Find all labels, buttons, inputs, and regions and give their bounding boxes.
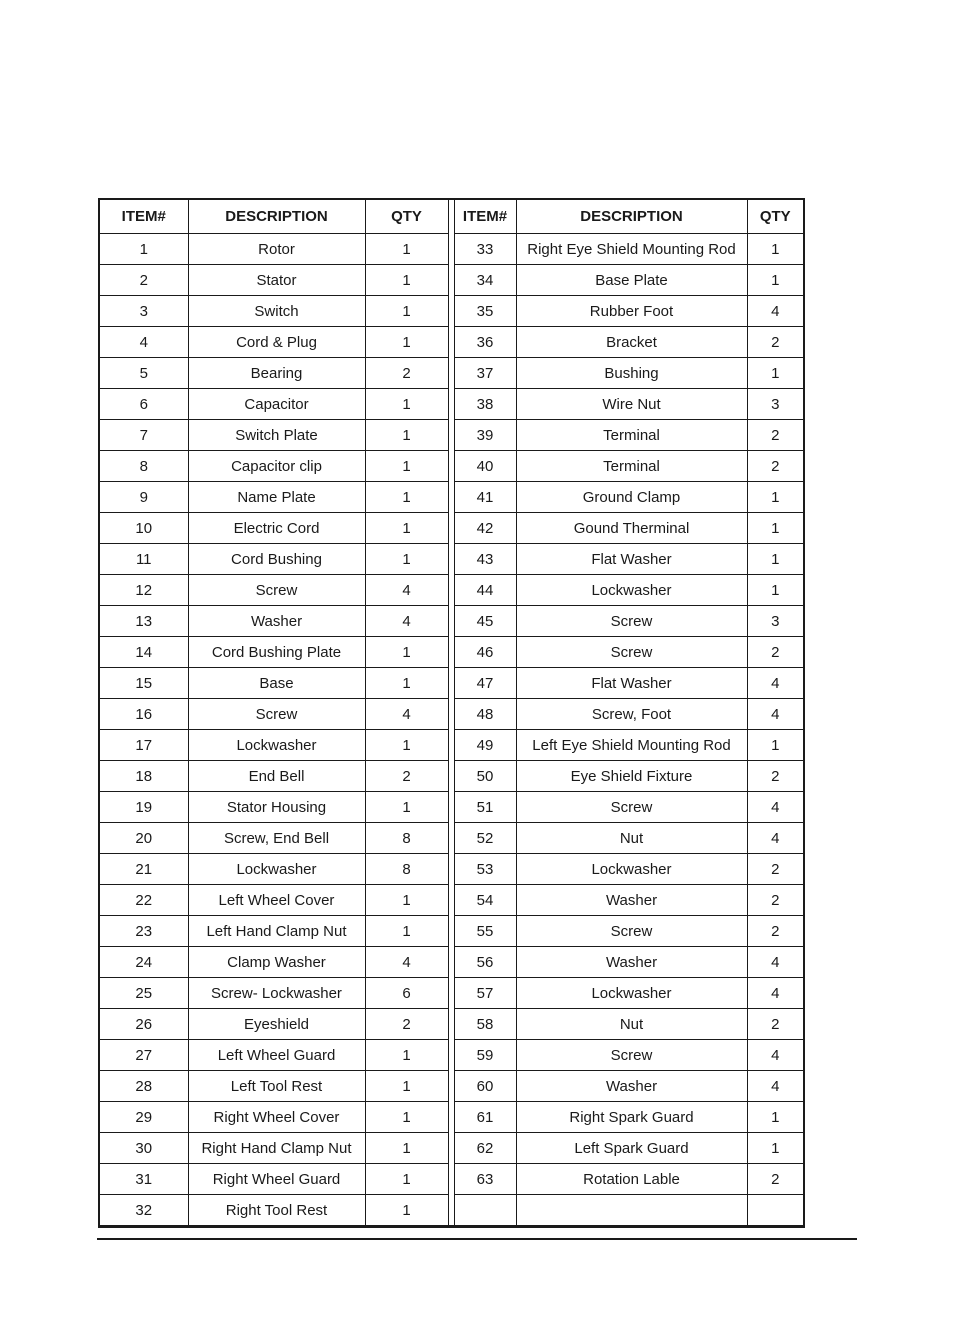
- table-row: [99, 451, 804, 482]
- right-item-cell: 50: [454, 761, 516, 792]
- left-item-cell: 31: [99, 1164, 188, 1195]
- right-qty-cell: 2: [747, 451, 804, 482]
- right-item-cell: 44: [454, 575, 516, 606]
- left-item-cell: 19: [99, 792, 188, 823]
- table-row: [99, 699, 804, 730]
- left-qty-cell: 1: [365, 1071, 448, 1102]
- right-item-cell: 49: [454, 730, 516, 761]
- table-row: [99, 1133, 804, 1164]
- left-description-cell: Capacitor clip: [188, 451, 365, 482]
- table-row: [99, 730, 804, 761]
- right-qty-cell: 1: [747, 730, 804, 761]
- right-qty-cell: 2: [747, 854, 804, 885]
- table-row: [99, 420, 804, 451]
- left-qty-cell: 1: [365, 792, 448, 823]
- table-row: [99, 265, 804, 296]
- left-description-cell: Left Wheel Cover: [188, 885, 365, 916]
- right-qty-cell: 3: [747, 606, 804, 637]
- left-qty-cell: 1: [365, 885, 448, 916]
- left-qty-cell: 1: [365, 1164, 448, 1195]
- right-description-cell: Nut: [516, 823, 747, 854]
- left-description-cell: Cord & Plug: [188, 327, 365, 358]
- right-qty-cell: 1: [747, 575, 804, 606]
- right-qty-cell: 4: [747, 668, 804, 699]
- left-item-cell: 10: [99, 513, 188, 544]
- left-description-cell: Eyeshield: [188, 1009, 365, 1040]
- left-item-cell: 14: [99, 637, 188, 668]
- left-qty-cell: 4: [365, 699, 448, 730]
- right-description-cell: [516, 1195, 747, 1227]
- right-qty-cell: 1: [747, 544, 804, 575]
- left-qty-cell: 1: [365, 420, 448, 451]
- right-item-cell: 42: [454, 513, 516, 544]
- right-description-cell: Screw: [516, 792, 747, 823]
- left-item-cell: 13: [99, 606, 188, 637]
- left-item-cell: 30: [99, 1133, 188, 1164]
- left-item-cell: 24: [99, 947, 188, 978]
- left-item-cell: 32: [99, 1195, 188, 1227]
- right-item-cell: 56: [454, 947, 516, 978]
- right-qty-cell: 4: [747, 823, 804, 854]
- left-item-cell: 25: [99, 978, 188, 1009]
- table-row: [99, 606, 804, 637]
- right-item-cell: 58: [454, 1009, 516, 1040]
- right-description-cell: Screw: [516, 1040, 747, 1071]
- right-qty-cell: 2: [747, 761, 804, 792]
- right-qty-cell: 2: [747, 916, 804, 947]
- left-description-cell: Switch Plate: [188, 420, 365, 451]
- left-item-cell: 28: [99, 1071, 188, 1102]
- left-item-cell: 6: [99, 389, 188, 420]
- table-row: [99, 327, 804, 358]
- right-description-cell: Screw: [516, 637, 747, 668]
- left-qty-cell: 1: [365, 265, 448, 296]
- left-item-cell: 5: [99, 358, 188, 389]
- left-qty-cell: 4: [365, 947, 448, 978]
- left-description-cell: Cord Bushing Plate: [188, 637, 365, 668]
- right-description-cell: Ground Clamp: [516, 482, 747, 513]
- right-item-cell: [454, 1195, 516, 1227]
- table-row: [99, 389, 804, 420]
- left-qty-cell: 1: [365, 637, 448, 668]
- right-description-cell: Right Eye Shield Mounting Rod: [516, 234, 747, 265]
- right-item-cell: 43: [454, 544, 516, 575]
- right-item-cell: 51: [454, 792, 516, 823]
- left-description-cell: Screw: [188, 575, 365, 606]
- right-description-cell: Washer: [516, 885, 747, 916]
- right-qty-cell: 2: [747, 1164, 804, 1195]
- header-row: [99, 199, 804, 234]
- table-row: [99, 358, 804, 389]
- left-item-cell: 8: [99, 451, 188, 482]
- table-row: [99, 668, 804, 699]
- left-qty-cell: 6: [365, 978, 448, 1009]
- table-row: [99, 513, 804, 544]
- right-description-cell: Left Eye Shield Mounting Rod: [516, 730, 747, 761]
- left-qty-cell: 2: [365, 1009, 448, 1040]
- left-description-cell: Lockwasher: [188, 854, 365, 885]
- left-item-cell: 9: [99, 482, 188, 513]
- right-qty-cell: 4: [747, 1071, 804, 1102]
- right-item-cell: 53: [454, 854, 516, 885]
- right-description-cell: Left Spark Guard: [516, 1133, 747, 1164]
- right-item-cell: 41: [454, 482, 516, 513]
- right-qty-cell: 4: [747, 699, 804, 730]
- right-item-cell: 54: [454, 885, 516, 916]
- right-description-cell: Lockwasher: [516, 575, 747, 606]
- left-item-cell: 11: [99, 544, 188, 575]
- left-qty-cell: 2: [365, 761, 448, 792]
- left-description-cell: Clamp Washer: [188, 947, 365, 978]
- right-qty-cell: 2: [747, 420, 804, 451]
- right-qty-cell: 1: [747, 358, 804, 389]
- right-qty-cell: 2: [747, 885, 804, 916]
- right-description-cell: Terminal: [516, 451, 747, 482]
- right-item-cell: 38: [454, 389, 516, 420]
- right-description-cell: Rubber Foot: [516, 296, 747, 327]
- table-row: [99, 978, 804, 1009]
- left-description-cell: Name Plate: [188, 482, 365, 513]
- right-description-cell: Wire Nut: [516, 389, 747, 420]
- right-qty-cell: [747, 1195, 804, 1227]
- table-row: [99, 1009, 804, 1040]
- table-row: [99, 234, 804, 265]
- right-description-cell: Terminal: [516, 420, 747, 451]
- right-item-cell: 61: [454, 1102, 516, 1133]
- left-qty-cell: 2: [365, 358, 448, 389]
- right-item-cell: 60: [454, 1071, 516, 1102]
- left-description-cell: Right Tool Rest: [188, 1195, 365, 1227]
- left-qty-cell: 1: [365, 296, 448, 327]
- right-item-cell: 33: [454, 234, 516, 265]
- left-item-cell: 17: [99, 730, 188, 761]
- left-description-cell: Screw- Lockwasher: [188, 978, 365, 1009]
- left-description-cell: Right Hand Clamp Nut: [188, 1133, 365, 1164]
- right-item-cell: 35: [454, 296, 516, 327]
- left-description-cell: Left Tool Rest: [188, 1071, 365, 1102]
- right-qty-cell: 1: [747, 1133, 804, 1164]
- right-item-cell: 63: [454, 1164, 516, 1195]
- table-row: [99, 1071, 804, 1102]
- right-qty-cell: 2: [747, 1009, 804, 1040]
- parts-list: [98, 198, 805, 1228]
- left-qty-cell: 8: [365, 854, 448, 885]
- right-description-cell: Screw, Foot: [516, 699, 747, 730]
- left-item-cell: 27: [99, 1040, 188, 1071]
- table-row: [99, 544, 804, 575]
- left-item-cell: 4: [99, 327, 188, 358]
- left-description-cell: Stator Housing: [188, 792, 365, 823]
- left-qty-cell: 1: [365, 544, 448, 575]
- right-description-cell: Flat Washer: [516, 544, 747, 575]
- right-description-cell: Lockwasher: [516, 854, 747, 885]
- table-row: [99, 482, 804, 513]
- left-qty-cell: 8: [365, 823, 448, 854]
- left-description-cell: Bearing: [188, 358, 365, 389]
- right-item-cell: 57: [454, 978, 516, 1009]
- right-description-cell: Bushing: [516, 358, 747, 389]
- table-row: [99, 823, 804, 854]
- left-description-cell: Electric Cord: [188, 513, 365, 544]
- left-qty-cell: 1: [365, 513, 448, 544]
- left-qty-cell: 1: [365, 451, 448, 482]
- right-description-cell: Base Plate: [516, 265, 747, 296]
- left-description-cell: Right Wheel Guard: [188, 1164, 365, 1195]
- left-item-cell: 7: [99, 420, 188, 451]
- left-description-cell: Switch: [188, 296, 365, 327]
- table-row: [99, 637, 804, 668]
- right-qty-cell: 1: [747, 265, 804, 296]
- left-item-cell: 29: [99, 1102, 188, 1133]
- table-row: [99, 1195, 804, 1227]
- right-item-cell: 59: [454, 1040, 516, 1071]
- right-qty-cell: 1: [747, 234, 804, 265]
- left-description-cell: Lockwasher: [188, 730, 365, 761]
- left-qty-cell: 1: [365, 1133, 448, 1164]
- left-description-cell: Cord Bushing: [188, 544, 365, 575]
- left-qty-cell: 1: [365, 1102, 448, 1133]
- left-qty-cell: 1: [365, 730, 448, 761]
- left-description-cell: Screw: [188, 699, 365, 730]
- right-description-cell: Washer: [516, 1071, 747, 1102]
- right-description-cell: Right Spark Guard: [516, 1102, 747, 1133]
- left-qty-cell: 1: [365, 1195, 448, 1227]
- left-item-cell: 15: [99, 668, 188, 699]
- table-row: [99, 854, 804, 885]
- right-qty-cell: 4: [747, 978, 804, 1009]
- left-item-cell: 16: [99, 699, 188, 730]
- left-item-cell: 3: [99, 296, 188, 327]
- left-qty-cell: 1: [365, 389, 448, 420]
- right-qty-cell: 1: [747, 482, 804, 513]
- right-item-cell: 55: [454, 916, 516, 947]
- table-row: [99, 1164, 804, 1195]
- right-item-cell: 40: [454, 451, 516, 482]
- right-description-cell: Bracket: [516, 327, 747, 358]
- left-description-cell: Rotor: [188, 234, 365, 265]
- right-description-cell: Screw: [516, 606, 747, 637]
- right-description-cell: Gound Therminal: [516, 513, 747, 544]
- left-description-cell: Stator: [188, 265, 365, 296]
- left-qty-cell: 1: [365, 327, 448, 358]
- table-row: [99, 792, 804, 823]
- right-description-cell: Flat Washer: [516, 668, 747, 699]
- right-description-cell: Nut: [516, 1009, 747, 1040]
- right-qty-cell: 1: [747, 513, 804, 544]
- right-description-cell: Eye Shield Fixture: [516, 761, 747, 792]
- right-qty-cell: 3: [747, 389, 804, 420]
- left-item-cell: 22: [99, 885, 188, 916]
- left-description-cell: Left Hand Clamp Nut: [188, 916, 365, 947]
- table-row: [99, 1040, 804, 1071]
- header-item-right: ITEM#: [454, 199, 516, 234]
- left-qty-cell: 4: [365, 575, 448, 606]
- right-item-cell: 37: [454, 358, 516, 389]
- right-description-cell: Rotation Lable: [516, 1164, 747, 1195]
- right-description-cell: Lockwasher: [516, 978, 747, 1009]
- header-description-right: DESCRIPTION: [516, 199, 747, 234]
- left-qty-cell: 1: [365, 916, 448, 947]
- header-description-left: DESCRIPTION: [188, 199, 365, 234]
- table-row: [99, 1102, 804, 1133]
- right-qty-cell: 4: [747, 296, 804, 327]
- table-row: [99, 947, 804, 978]
- right-qty-cell: 2: [747, 327, 804, 358]
- right-item-cell: 45: [454, 606, 516, 637]
- left-qty-cell: 1: [365, 1040, 448, 1071]
- table-row: [99, 761, 804, 792]
- bottom-rule: [97, 1238, 857, 1240]
- right-qty-cell: 4: [747, 792, 804, 823]
- left-description-cell: Screw, End Bell: [188, 823, 365, 854]
- right-description-cell: Washer: [516, 947, 747, 978]
- right-item-cell: 46: [454, 637, 516, 668]
- header-qty-left: QTY: [365, 199, 448, 234]
- left-item-cell: 18: [99, 761, 188, 792]
- header-item-left: ITEM#: [99, 199, 188, 234]
- right-item-cell: 52: [454, 823, 516, 854]
- left-item-cell: 2: [99, 265, 188, 296]
- left-item-cell: 21: [99, 854, 188, 885]
- table-row: [99, 296, 804, 327]
- left-item-cell: 20: [99, 823, 188, 854]
- header-qty-right: QTY: [747, 199, 804, 234]
- right-qty-cell: 2: [747, 637, 804, 668]
- left-qty-cell: 1: [365, 482, 448, 513]
- left-description-cell: Washer: [188, 606, 365, 637]
- left-qty-cell: 1: [365, 234, 448, 265]
- left-item-cell: 23: [99, 916, 188, 947]
- left-description-cell: Base: [188, 668, 365, 699]
- left-qty-cell: 1: [365, 668, 448, 699]
- left-item-cell: 12: [99, 575, 188, 606]
- right-item-cell: 62: [454, 1133, 516, 1164]
- left-qty-cell: 4: [365, 606, 448, 637]
- table-row: [99, 885, 804, 916]
- left-description-cell: Capacitor: [188, 389, 365, 420]
- right-item-cell: 48: [454, 699, 516, 730]
- table-row: [99, 575, 804, 606]
- right-qty-cell: 4: [747, 947, 804, 978]
- right-description-cell: Screw: [516, 916, 747, 947]
- left-item-cell: 26: [99, 1009, 188, 1040]
- right-qty-cell: 1: [747, 1102, 804, 1133]
- right-item-cell: 36: [454, 327, 516, 358]
- left-description-cell: Right Wheel Cover: [188, 1102, 365, 1133]
- left-description-cell: End Bell: [188, 761, 365, 792]
- right-qty-cell: 4: [747, 1040, 804, 1071]
- table-row: [99, 916, 804, 947]
- left-item-cell: 1: [99, 234, 188, 265]
- right-item-cell: 47: [454, 668, 516, 699]
- parts-table: [98, 198, 805, 1228]
- left-description-cell: Left Wheel Guard: [188, 1040, 365, 1071]
- right-item-cell: 39: [454, 420, 516, 451]
- right-item-cell: 34: [454, 265, 516, 296]
